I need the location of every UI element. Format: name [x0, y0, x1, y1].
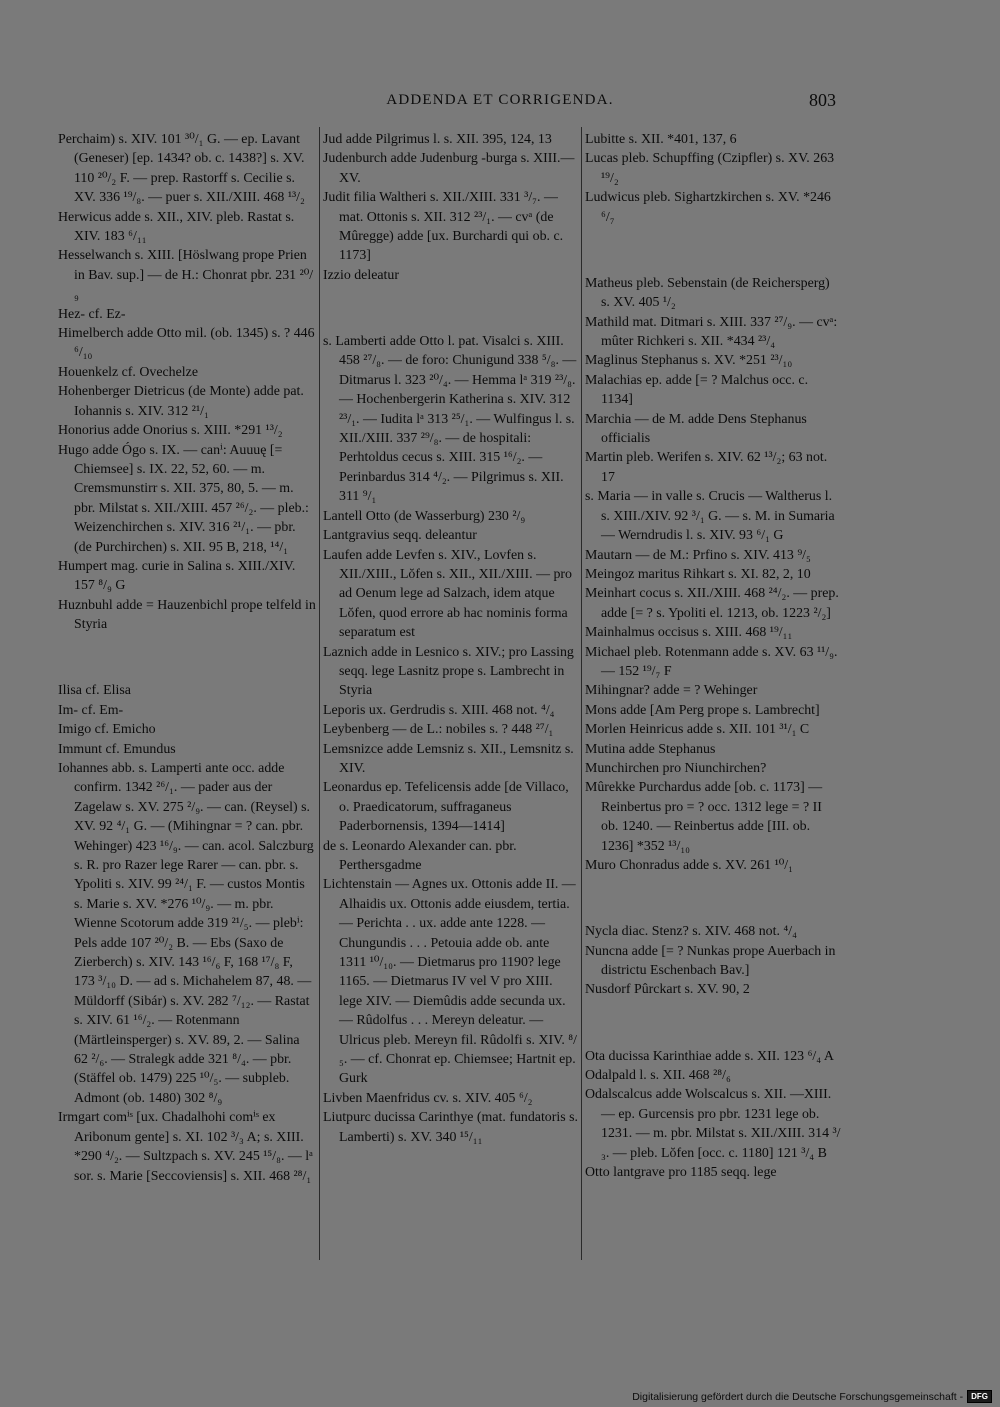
index-entry: Muro Chonradus adde s. XV. 261 ¹⁰/₁: [585, 858, 794, 873]
entry-gap: [585, 241, 841, 260]
index-entry: Laznich adde in Lesnico s. XIV.; pro Lassing seqq. lege Lasnitz prope s. Lambrecht in Styria: [323, 644, 574, 699]
index-entry: Judenburch adde Judenburg -burga s. XIII.—XV.: [323, 151, 575, 186]
index-entry: Leonardus ep. Tefelicensis adde [de Villaco, o. Praedicatorum, suffraganeus Paderbornensis, 1394—1414]: [323, 780, 569, 835]
index-entry: Hohenberger Dietricus (de Monte) adde pat. Iohannis s. XIV. 312 ²¹/₁: [58, 384, 304, 419]
index-entry: Judit filia Waltheri s. XII./XIII. 331 ³/₇. — mat. Ottonis s. XII. 312 ²³/₁. — cvᵃ (de Mûregge) adde [ux. Burchardi qui ob. c. 1173]: [323, 190, 564, 264]
index-entry: Meinhart cocus s. XII./XIII. 468 ²⁴/₂. — prep. adde [= ? s. Ypoliti el. 1213, ob. 1223 ²/₂]: [585, 586, 839, 621]
index-entry: Lemsnizce adde Lemsniz s. XII., Lemsnitz s. XIV.: [323, 741, 574, 776]
index-entry: Laufen adde Levfen s. XIV., Lovfen s. XII./XIII., Lŏfen s. XII., XII./XIII. — pro ad Oenum lege ad Salzach, idem atque Lŏfen, quod errore ab hac nominis forma separatum est: [323, 547, 572, 641]
index-entry: Himelberch adde Otto mil. (ob. 1345) s. ? 446 ⁶/₁₀: [58, 326, 315, 361]
index-entry: Liutpurc ducissa Carinthye (mat. fundatoris s. Lamberti) s. XV. 340 ¹⁵/₁₁: [323, 1110, 578, 1145]
index-entry: Lantell Otto (de Wasserburg) 230 ²/₉: [323, 508, 526, 524]
index-entry: Lantgravius seqq. deleantur: [323, 528, 477, 544]
running-head: [0, 90, 1000, 114]
index-entry: s. Maria — in valle s. Crucis — Waltherus l. s. XIII./XIV. 92 ³/₁ G. — s. M. in Sumaria — Werndrudis l. s. XIV. 93 ⁶/₁ G: [585, 489, 835, 544]
index-entry: Nycla diac. Stenz? s. XIV. 468 not. ⁴/₄: [585, 924, 797, 940]
index-entry: Huznbuhl adde = Hauzenbichl prope telfeld in Styria: [58, 597, 316, 633]
index-entry: Honorius adde Onorius s. XIII. *291 ¹³/₂: [58, 423, 283, 439]
index-entry: Mautarn — de M.: Prfino s. XIV. 413 ⁹/₅: [585, 547, 811, 563]
column-rule-1: [319, 127, 320, 1260]
index-entry: Ota ducissa Karinthiae adde s. XII. 123 ⁶/₄ A: [585, 1048, 834, 1064]
index-entry: Irmgart comⁱˢ [ux. Chadalhohi comⁱˢ ex Aribonum gente] s. XI. 102 ³/₃ A; s. XIII. *290 ⁴/₂. — Sultzpach s. XV. 245 ¹⁵/₈. — lᵃ sor. s. Marie [Seccoviensis] s. XII. 468 ²⁸/₁: [58, 1110, 313, 1184]
index-entry: Leporis ux. Gerdrudis s. XIII. 468 not. ⁴/₄: [323, 702, 555, 718]
index-entry: Marchia — de M. adde Dens Stephanus officialis: [585, 411, 807, 447]
index-entry: Michael pleb. Rotenmann adde s. XV. 63 ¹¹/₉. — 152 ¹⁹/₇ F: [585, 644, 838, 679]
index-entry: Herwicus adde s. XII., XIV. pleb. Rastat s. XIV. 183 ⁶/₁₁: [58, 209, 295, 245]
index-entry: Leybenberg — de L.: nobiles s. ? 448 ²⁷/₁: [323, 722, 554, 738]
index-entry: Livben Maenfridus cv. s. XIV. 405 ⁶/₂: [323, 1090, 533, 1106]
index-entry: Nusdorf Pûrckart s. XV. 90, 2: [585, 982, 750, 998]
index-entry: Odalscalcus adde Wolscalcus s. XII. —XIII. — ep. Gurcensis pro pbr. 1231 lege ob. 1231. — m. pbr. Milstat s. XII./XIII. 314 ³/₃. — pleb. Lŏfen [occ. c. 1180] 121 ³/₄ B: [585, 1087, 841, 1161]
index-entry: Jud adde Pilgrimus l. s. XII. 395, 124, 13: [323, 132, 552, 147]
index-entry: Perchaim) s. XIV. 101 ³⁰/₁ G. — ep. Lavant (Geneser) [ep. 1434? ob. c. 1438?] s. XV. 110 ²⁰/₂ F. — prep. Rastorff s. Cecilie s. XV. 336 ¹⁹/₈. — puer s. XII./XIII. 468 ¹³/₂: [58, 132, 305, 206]
column-rule-2: [581, 127, 582, 1260]
index-entry: Hez- cf. Ez-: [58, 306, 126, 322]
index-entry: Hugo adde Ógo s. IX. — canⁱ: Auuuę [= Chiemsee] s. IX. 22, 52, 60. — m. Cremsmunstirr s. XII. 375, 80, 5. — m. pbr. Milstat s. XII./XIII. 457 ²⁶/₂. — pleb.: Weizenchirchen s. XIV. 316 ²¹/₁. — pbr. (de Purchirchen) s. XII. 95 B, 218, ¹⁴/₁: [58, 442, 309, 555]
index-entry: Iohannes abb. s. Lamperti ante occ. adde confirm. 1342 ²⁶/₁. — pader aus der Zagelaw s. XV. 275 ²/₉. — can. (Reysel) s. XV. 92 ⁴/₁ G. — (Mihingnar = ? can. pbr. Wehinger) 423 ¹⁶/₉. — can. acol. Salczburg s. R. pro Razer lege Rarer — can. pbr. s. Ypoliti s. XIV. 99 ²⁴/₁ F. — custos Montis s. Marie s. XV. *276 ¹⁰/₉. — m. pbr. Wienne Scotorum adde 319 ²¹/₅. — plebⁱ: Pels adde 107 ²⁰/₂ B. — Ebs (Saxo de Zierberch) s. XIV. 143 ¹⁶/₆ F, 168 ¹⁷/₈ F, 173 ³/₁₀ D. — ad s. Michahelem 87, 48. — Müldorff (Sibár) s. XV. 282 ⁷/₁₂. — Rastat s. XIV. 61 ¹⁶/₂. — Rotenmann (Märtleinsperger) s. XV. 89, 2. — Salina 62 ²/₆. — Stralegk adde 321 ⁸/₄. — pbr. (Stäffel ob. 1479) 225 ¹⁰/₅. — subpleb. Admont (ob. 1480) 302 ⁸/₉: [58, 760, 314, 1106]
index-entry: de s. Leonardo Alexander can. pbr. Perthersgadme: [323, 838, 517, 873]
index-entry: Ilisa cf. Elisa: [58, 683, 131, 699]
entry-gap: [585, 889, 841, 908]
index-entry: Humpert mag. curie in Salina s. XIII./XIV. 157 ⁸/₉ G: [58, 558, 296, 594]
index-entry: Matheus pleb. Sebenstain (de Reichersperg) s. XV. 405 ¹/₂: [585, 275, 830, 311]
index-column-2: [323, 130, 578, 1147]
page-number: 803: [809, 90, 836, 110]
running-title: ADDENDA ET CORRIGENDA.: [386, 92, 614, 108]
index-entry: Lubitte s. XII. *401, 137, 6: [585, 132, 737, 147]
index-entry: Izzio deleatur: [323, 267, 399, 283]
entry-gap: [58, 648, 316, 667]
index-column-1: [58, 130, 316, 1186]
index-entry: Munchirchen pro Niunchirchen?: [585, 760, 767, 776]
footer: [632, 1390, 992, 1403]
entry-gap: [323, 299, 578, 318]
index-entry: Houenkelz cf. Ovechelze: [58, 364, 198, 380]
index-entry: Mainhalmus occisus s. XIII. 468 ¹⁹/₁₁: [585, 625, 793, 641]
index-entry: Imigo cf. Emicho: [58, 722, 156, 738]
index-entry: Mihingnar? adde = ? Wehinger: [585, 683, 758, 699]
index-entry: Hesselwanch s. XIII. [Höslwang prope Prien in Bav. sup.] — de H.: Chonrat pbr. 231 ²⁰/₉: [58, 248, 314, 303]
index-entry: Mutina adde Stephanus: [585, 741, 716, 757]
index-entry: Meingoz maritus Rihkart s. XI. 82, 2, 10: [585, 566, 811, 582]
index-entry: Mathild mat. Ditmari s. XIII. 337 ²⁷/₉. — cvᵃ: mûter Richkeri s. XII. *434 ²³/₄: [585, 314, 838, 350]
dfg-logo: DFG: [967, 1390, 992, 1403]
index-entry: Immunt cf. Emundus: [58, 741, 176, 757]
index-column-3: [585, 130, 841, 1182]
index-entry: Mons adde [Am Perg prope s. Lambrecht]: [585, 702, 820, 718]
index-entry: Mûrekke Purchardus adde [ob. c. 1173] — Reinbertus pro = ? occ. 1312 lege = ? II ob. 1240. — Reinbertus adde [III. ob. 1236] *352 ¹³/₁₀: [585, 780, 823, 854]
index-entry: Nuncna adde [= ? Nunkas prope Auerbach in districtu Eschenbach Bav.]: [585, 943, 836, 978]
index-entry: Im- cf. Em-: [58, 702, 124, 718]
footer-text: Digitalisierung gefördert durch die Deutsche Forschungsgemeinschaft -: [632, 1390, 964, 1403]
index-entry: Lichtenstain — Agnes ux. Ottonis adde II. — Alhaidis ux. Ottonis adde eiusdem, tertia. — Perichta . . ux. adde ante 1228. — Chungundis . . . Petouia adde ob. ante 1311 ¹⁰/₁₀. — Dietmarus pro 1190? lege 1165. — Dietmarus IV vel V pro XIII. lege XIV. — Diemûdis adde secunda ux. — Rûdolfus . . . Mereyn deleatur. — Ulricus pleb. Mereyn fil. Rûdolfi s. XIV. ⁸/₅. — cf. Chonrat ep. Chiemsee; Hartnit ep. Gurk: [323, 877, 577, 1087]
index-entry: Martin pleb. Werifen s. XIV. 62 ¹³/₂; 63 not. 17: [585, 450, 828, 485]
index-entry: Otto lantgrave pro 1185 seqq. lege: [585, 1165, 777, 1181]
index-entry: Maglinus Stephanus s. XV. *251 ²³/₁₀: [585, 353, 793, 369]
index-entry: Odalpald l. s. XII. 468 ²⁸/₆: [585, 1068, 731, 1083]
index-entry: Ludwicus pleb. Sighartzkirchen s. XV. *246 ⁶/₇: [585, 190, 831, 225]
index-entry: Malachias ep. adde [= ? Malchus occ. c. 1134]: [585, 372, 809, 408]
entry-gap: [585, 1014, 841, 1033]
index-entry: Morlen Heinricus adde s. XII. 101 ³¹/₁ C: [585, 722, 810, 738]
index-entry: Lucas pleb. Schupffing (Czipfler) s. XV. 263 ¹⁹/₂: [585, 151, 835, 186]
index-entry: s. Lamberti adde Otto l. pat. Visalci s. XIII. 458 ²⁷/₈. — de foro: Chunigund 338 ⁵/₈. — Ditmarus l. 323 ²⁰/₄. — Hemma lᵃ 319 ²³/₈. — Hochenbergerin Katherina s. XIV. 312 ²³/₁. — Iudita lᵃ 313 ²⁵/₁. — Wulfingus l. s. XII./XIII. 337 ²⁹/₈. — de hospitali: Perhtoldus cecus s. XIII. 315 ¹⁶/₂. — Perinbardus 314 ⁴/₂. — Pilgrimus s. XII. 311 ⁹/₁: [323, 334, 577, 505]
